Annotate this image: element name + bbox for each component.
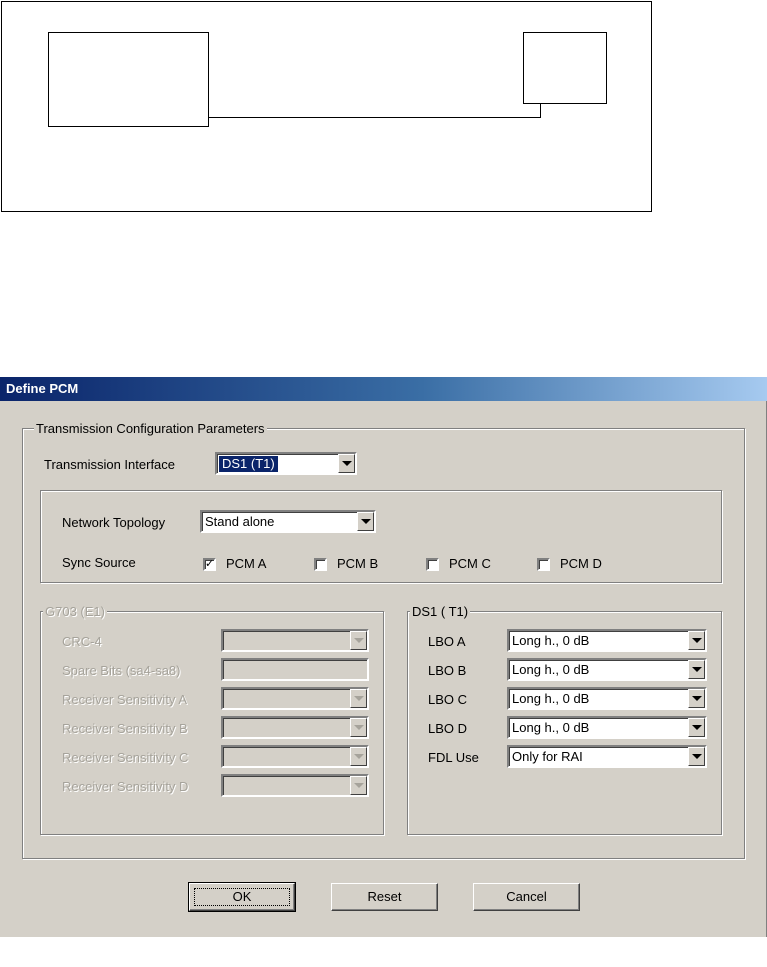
lbo-a-select[interactable] <box>507 629 707 652</box>
receiver-sensitivity-a-label: Receiver Sensitivity A <box>62 692 187 707</box>
lbo-c-value: Long h., 0 dB <box>512 691 590 706</box>
receiver-sensitivity-c-label: Receiver Sensitivity C <box>62 750 189 765</box>
spare-bits-field <box>221 658 369 681</box>
lbo-b-select[interactable] <box>507 658 707 681</box>
chevron-down-icon[interactable] <box>338 454 355 473</box>
crc4-select <box>221 629 369 652</box>
ok-button[interactable] <box>189 883 295 911</box>
sync-pcm-b-label[interactable]: PCM B <box>337 556 379 571</box>
receiver-sensitivity-d-select <box>221 774 369 797</box>
sync-pcm-a-checkbox[interactable]: ✓ <box>205 558 215 570</box>
sync-pcm-d-label[interactable]: PCM D <box>560 556 602 571</box>
lbo-d-select[interactable] <box>507 716 707 739</box>
receiver-sensitivity-b-select <box>221 716 369 739</box>
crc4-label: CRC-4 <box>62 634 102 649</box>
fdl-use-select[interactable] <box>507 745 707 768</box>
block-diagram <box>1 1 652 212</box>
reset-button-label: Reset <box>367 889 402 904</box>
lbo-b-value: Long h., 0 dB <box>512 662 590 677</box>
spare-bits-label: Spare Bits (sa4-sa8) <box>62 663 181 678</box>
chevron-down-icon[interactable] <box>688 718 705 737</box>
chevron-down-icon[interactable] <box>688 747 705 766</box>
chevron-down-icon <box>350 747 367 766</box>
lbo-d-label: LBO D <box>428 721 468 736</box>
lbo-c-label: LBO C <box>428 692 468 707</box>
diagram-connector-horizontal <box>208 117 541 118</box>
chevron-down-icon[interactable] <box>357 512 374 531</box>
ok-button-label: OK <box>232 889 252 904</box>
diagram-box-left <box>48 32 209 127</box>
transmission-interface-value: DS1 (T1) <box>219 456 278 472</box>
fdl-use-value: Only for RAI <box>512 749 583 764</box>
lbo-a-value: Long h., 0 dB <box>512 633 590 648</box>
cancel-button[interactable] <box>473 883 580 911</box>
topology-sync-group <box>40 490 722 583</box>
chevron-down-icon <box>350 718 367 737</box>
lbo-c-select[interactable] <box>507 687 707 710</box>
diagram-connector-vertical <box>540 103 541 118</box>
lbo-b-label: LBO B <box>428 663 467 678</box>
sync-pcm-a-label[interactable]: PCM A <box>226 556 267 571</box>
dialog-title[interactable]: Define PCM <box>0 377 767 401</box>
network-topology-select[interactable] <box>200 510 376 533</box>
chevron-down-icon <box>350 631 367 650</box>
sync-pcm-c-label[interactable]: PCM C <box>449 556 491 571</box>
ok-focus-ring <box>194 888 290 906</box>
chevron-down-icon[interactable] <box>688 631 705 650</box>
chevron-down-icon <box>350 689 367 708</box>
transmission-interface-select[interactable] <box>215 452 357 475</box>
lbo-a-label: LBO A <box>428 634 466 649</box>
receiver-sensitivity-a-select <box>221 687 369 710</box>
sync-source-label: Sync Source <box>62 555 136 570</box>
network-topology-value: Stand alone <box>205 514 275 529</box>
sync-pcm-d-checkbox[interactable] <box>537 558 550 571</box>
lbo-d-value: Long h., 0 dB <box>512 720 590 735</box>
cancel-button-label: Cancel <box>506 889 547 904</box>
sync-pcm-b-checkbox[interactable] <box>314 558 327 571</box>
reset-button[interactable] <box>331 883 438 911</box>
define-pcm-dialog <box>0 377 767 937</box>
network-topology-label: Network Topology <box>62 515 166 530</box>
ds1-t1-legend: DS1 ( T1) <box>412 604 469 619</box>
chevron-down-icon <box>350 776 367 795</box>
transmission-config-legend: Transmission Configuration Parameters <box>36 421 265 436</box>
diagram-box-right <box>523 32 607 104</box>
g703-e1-legend: G703 (E1) <box>45 604 105 619</box>
fdl-use-label: FDL Use <box>428 750 479 765</box>
transmission-interface-label: Transmission Interface <box>44 457 176 472</box>
chevron-down-icon[interactable] <box>688 660 705 679</box>
receiver-sensitivity-b-label: Receiver Sensitivity B <box>62 721 188 736</box>
receiver-sensitivity-c-select <box>221 745 369 768</box>
chevron-down-icon[interactable] <box>688 689 705 708</box>
receiver-sensitivity-d-label: Receiver Sensitivity D <box>62 779 189 794</box>
sync-pcm-c-checkbox[interactable] <box>426 558 439 571</box>
